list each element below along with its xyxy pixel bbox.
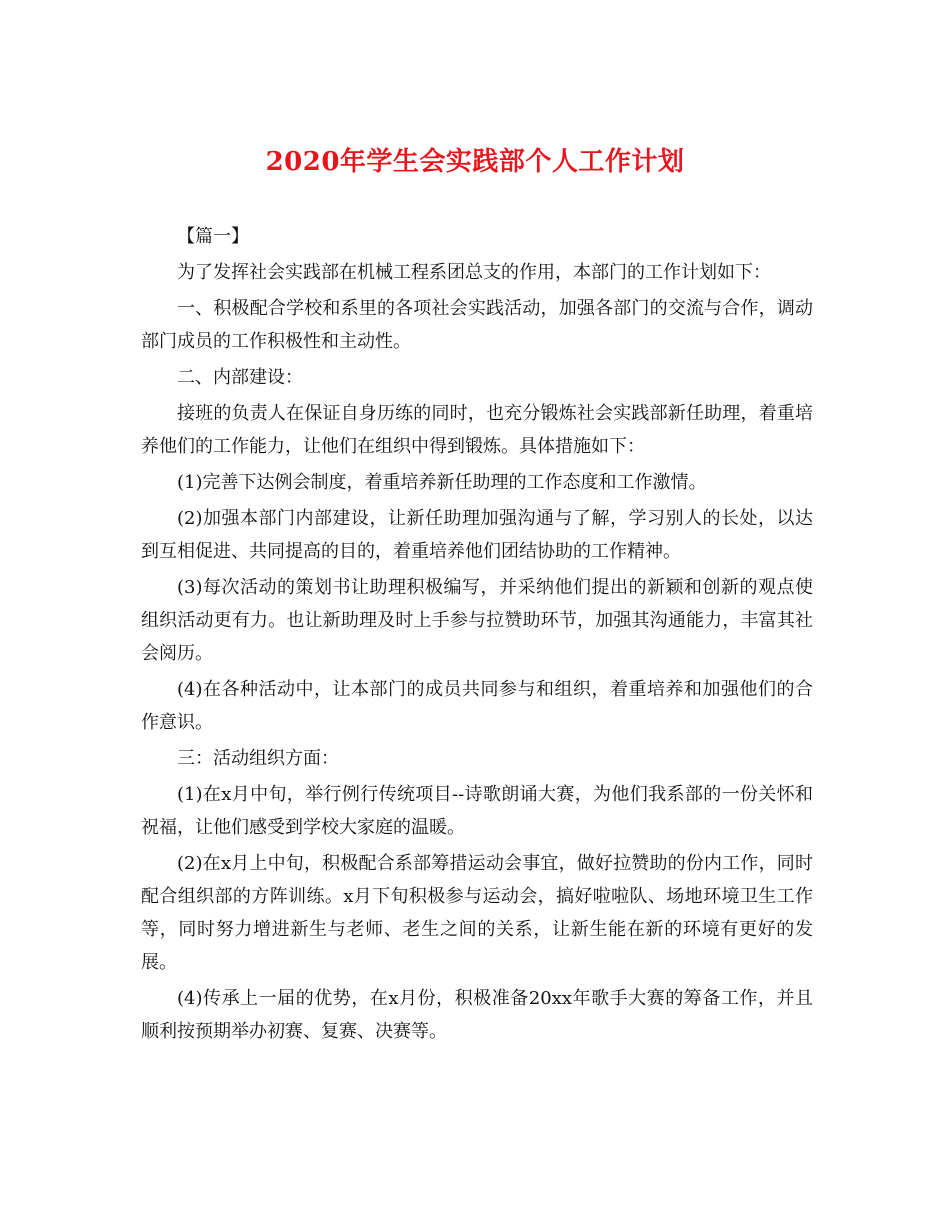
document-body [141,220,813,1051]
paragraph-measure-2: (2)加强本部门内部建设，让新任助理加强沟通与了解，学习别人的长处，以达到互相促进、共同提高的目的，着重培养他们团结协助的工作精神。 [141,508,813,562]
section-heading-part-one: 【篇一】 [177,226,249,247]
paragraph-activity-1: (1)在x月中旬，举行例行传统项目--诗歌朗诵大赛，为他们我系部的一份关怀和祝福，让他们感受到学校大家庭的温暖。 [141,784,813,838]
paragraph-item-three-heading: 三：活动组织方面： [177,748,339,769]
paragraph-measure-3: (3)每次活动的策划书让助理积极编写，并采纳他们提出的新颖和创新的观点使组织活动更有力。也让新助理及时上手参与拉赞助环节，加强其沟通能力，丰富其社会阅历。 [141,577,813,664]
document-title: 2020年学生会实践部个人工作计划 [265,147,685,177]
paragraph-measure-4: (4)在各种活动中，让本部门的成员共同参与和组织，着重培养和加强他们的合作意识。 [141,679,813,733]
paragraph-item-one: 一、积极配合学校和系里的各项社会实践活动，加强各部门的交流与合作，调动部门成员的工作积极性和主动性。 [141,298,813,352]
paragraph-intro: 为了发挥社会实践部在机械工程系团总支的作用，本部门的工作计划如下： [177,262,771,283]
paragraph-item-two-heading: 二、内部建设： [177,367,303,388]
paragraph-internal-building: 接班的负责人在保证自身历练的同时，也充分锻炼社会实践部新任助理，着重培养他们的工作能力，让他们在组织中得到锻炼。具体措施如下： [141,403,813,457]
paragraph-activity-4: (4)传承上一届的优势，在x月份，积极准备20xx年歌手大赛的筹备工作，并且顺利按预期举办初赛、复赛、决赛等。 [141,988,813,1042]
paragraph-activity-2: (2)在x月上中旬，积极配合系部筹措运动会事宜，做好拉赞助的份内工作，同时配合组织部的方阵训练。x月下旬积极参与运动会，搞好啦啦队、场地环境卫生工作等，同时努力增进新生与老师、老生之间的关系，让新生能在新的环境有更好的发展。 [141,853,813,973]
paragraph-measure-1: (1)完善下达例会制度，着重培养新任助理的工作态度和工作激情。 [177,472,707,493]
